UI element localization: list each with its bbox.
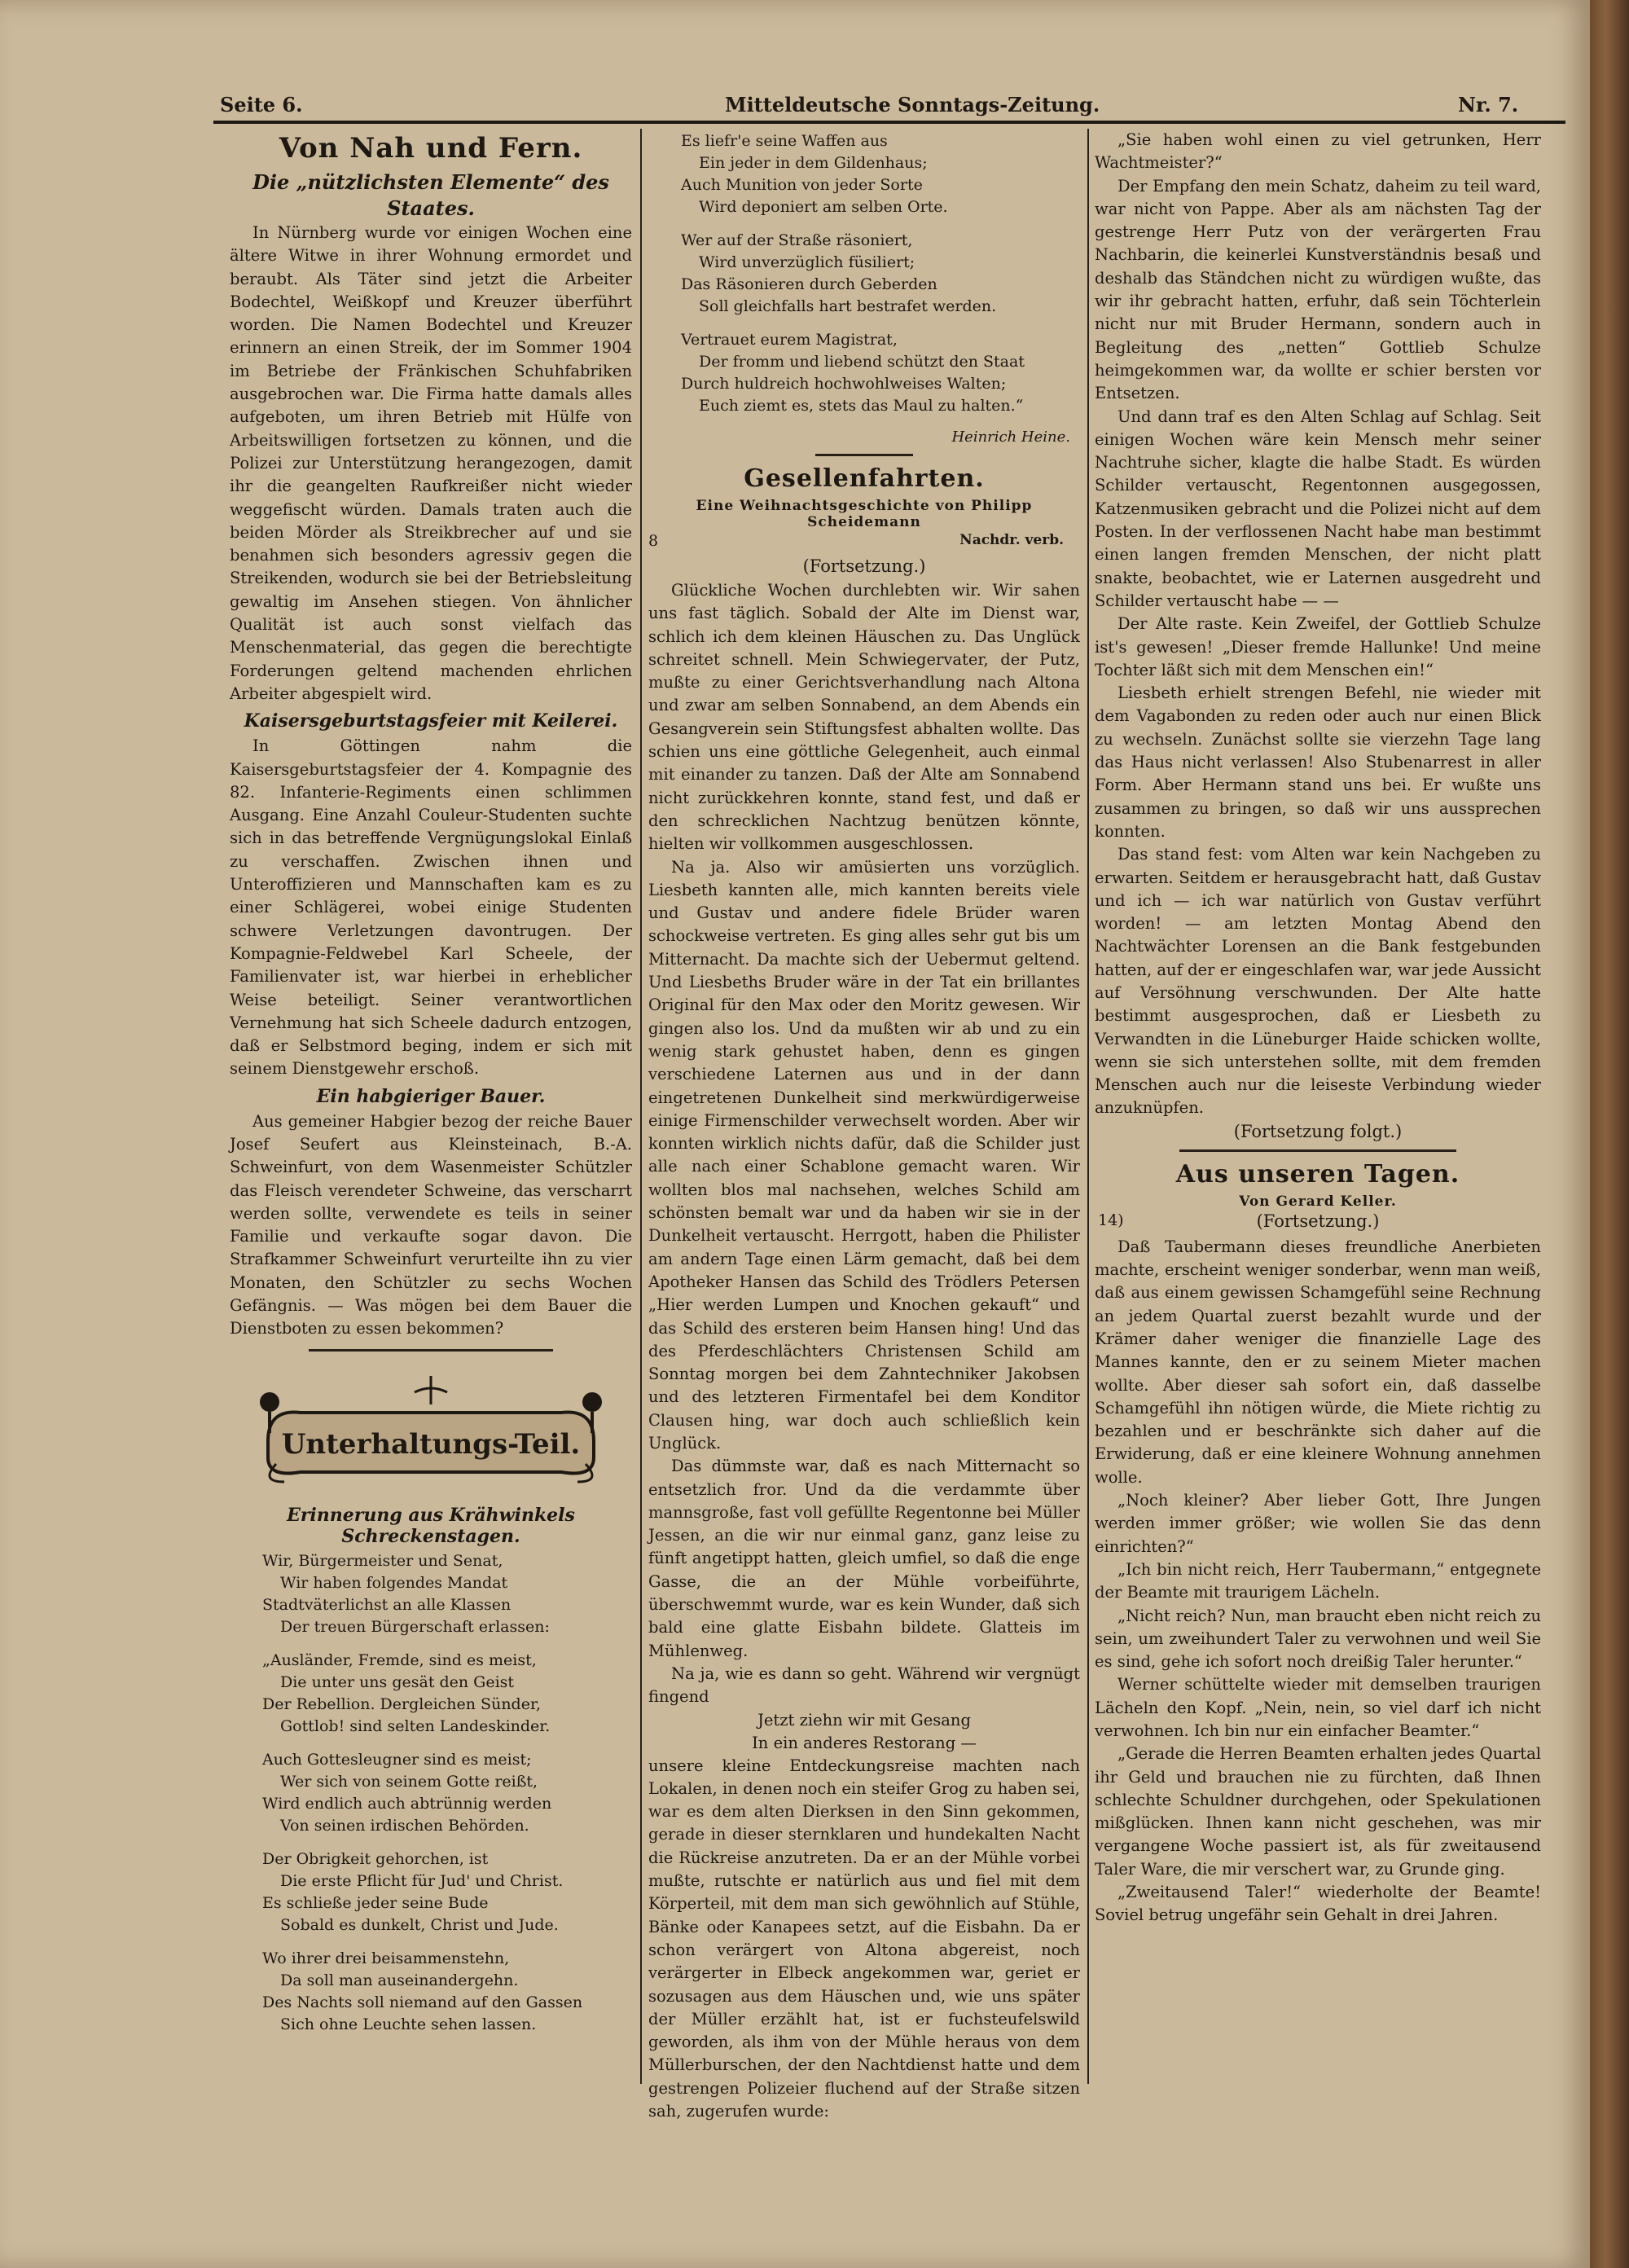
- song-line: Jetzt ziehn wir mit Gesang: [757, 1710, 971, 1730]
- to-be-continued: (Fortsetzung folgt.): [1233, 1121, 1403, 1141]
- poem-line: Der fromm und liebend schützt den Staat: [699, 353, 1025, 371]
- article-paragraph: Aus gemeiner Habgier bezog der reiche Bauer Josef Seufert aus Kleinsteinach, B.-A. Schweinfurt, von dem Wasenmeister Schützler das Fleisch verendeter Schweine, das verscharrt werden sollte, verwendete es teils in seiner Familie und verkaufte sogar davon. Die Strafkammer Schweinfurt verurteilte ihn zu vier Monaten, den Schützler zu sechs Wochen Gefängnis. — Was mögen bei dem Bauer die Dienstboten zu essen bekommen?: [230, 1111, 632, 1338]
- story-paragraph: Der Alte raste. Kein Zweifel, der Gottlieb Schulze ist's gewesen! „Dieser fremde Hallunke! Und meine Tochter läßt sich mit dem Menschen ein!“: [1095, 614, 1541, 679]
- divider: [1179, 1149, 1456, 1152]
- poem-line: Soll gleichfalls hart bestrafet werden.: [699, 297, 997, 315]
- poem-continued: [648, 130, 1080, 417]
- column-3: [1095, 129, 1541, 2084]
- poem-line: Die erste Pflicht für Jud' und Christ.: [280, 1871, 564, 1890]
- newspaper-title: Mitteldeutsche Sonntags-Zeitung.: [725, 93, 1100, 116]
- poem-line: Da soll man auseinandergehn.: [280, 1971, 519, 1989]
- page-number: Seite 6.: [220, 93, 303, 116]
- story-paragraph: „Sie haben wohl einen zu viel getrunken, Herr Wachtmeister?“: [1095, 130, 1541, 173]
- poem-line: Es liefr'e seine Waffen aus: [681, 132, 888, 150]
- entertainment-banner: [252, 1368, 610, 1490]
- poem-line: Vertrauet eurem Magistrat,: [681, 331, 898, 349]
- story-paragraph: „Noch kleiner? Aber lieber Gott, Ihre Jungen werden immer größer; wie wollen Sie das denn einrichten?“: [1095, 1491, 1541, 1556]
- poem-line: Ein jeder in dem Gildenhaus;: [699, 154, 928, 172]
- poem-line: Die unter uns gesät den Geist: [280, 1672, 515, 1691]
- story-paragraph: Das dümmste war, daß es nach Mitternacht so entsetzlich fror. Und da die verdammte über mannsgroße, fast voll gefüllte Regentonne bei Müller Jessen, an die wir nur einmal ganz, ganz leise zu fünft angetippt hatten, gleich umfiel, so daß die enge Gasse, die an der Mühle vorbeiführte, überschwemmt wurde, war es kein Wunder, daß sich bald eine glatte Eisbahn bildete. Glatteis im Mühlenweg.: [648, 1457, 1080, 1660]
- poem-line: Es schließe jeder seine Bude: [262, 1893, 489, 1912]
- article-title: Die „nützlichsten Elemente“ des Staates.: [252, 170, 609, 220]
- poem-line: Stadtväterlichst an alle Klassen: [262, 1595, 512, 1614]
- poem-line: Sich ohne Leuchte sehen lassen.: [280, 2015, 537, 2033]
- story-paragraph: Daß Taubermann dieses freundliche Anerbieten machte, erscheint weniger sonderbar, wenn man weiß, daß aus einem gewissen Schamgefühl seine Rechnung an jedem Quartal zuerst bezahlt wurde und der Krämer daher weniger die finanzielle Lage des Mannes kannte, den er zu seinem Mieter machen wollte. Aber dieser sah sofort ein, daß dasselbe Schamgefühl ihn nötigen würde, die Miete richtig zu bezahlen und er beschränkte sich daher auf die Erwiderung, daß er eine kleinere Wohnung annehmen wolle.: [1095, 1237, 1541, 1487]
- divider: [815, 454, 913, 456]
- divider: [309, 1349, 553, 1352]
- article-title: Ein habgieriger Bauer.: [316, 1085, 546, 1107]
- poem-line: Wird endlich auch abtrünnig werden: [262, 1794, 552, 1813]
- poem-line: „Ausländer, Fremde, sind es meist,: [262, 1650, 537, 1669]
- header-rule: [213, 121, 1565, 124]
- poem-line: Wir, Bürgermeister und Senat,: [262, 1551, 503, 1570]
- article-title: Kaisersgeburtstagsfeier mit Keilerei.: [244, 710, 618, 732]
- poem-line: Wird unverzüglich füsiliert;: [699, 253, 915, 271]
- poem-line: Gottlob! sind selten Landeskinder.: [280, 1716, 551, 1735]
- banner-title: Unterhaltungs-Teil.: [281, 1427, 581, 1461]
- column-rule-2: [1087, 129, 1089, 2084]
- section-title: Von Nah und Fern.: [279, 132, 583, 165]
- poem-line: Wir haben folgendes Mandat: [280, 1573, 508, 1592]
- poem-author: Heinrich Heine.: [951, 429, 1070, 446]
- story-title: Gesellenfahrten.: [744, 464, 985, 493]
- song-line: In ein anderes Restorang —: [752, 1733, 977, 1752]
- story-paragraph: „Zweitausend Taler!“ wiederholte der Beamte! Soviel betrug ungefähr sein Gehalt in drei Jahren.: [1095, 1883, 1541, 1925]
- banner-ornament-icon: [252, 1368, 610, 1490]
- poem-stanza: [262, 1848, 632, 1936]
- article-paragraph: In Göttingen nahm die Kaisersgeburtstagsfeier der 4. Kompagnie des 82. Infanterie-Regiments einen schlimmen Ausgang. Eine Anzahl Couleur-Studenten suchte sich in das betreffende Vergnügungslokal Einlaß zu verschaffen. Zwischen ihnen und Unteroffizieren und Mannschaften kam es zu einer Schlägerei, wobei einige Studenten schwere Verletzungen davontrugen. Der Kompagnie-Feldwebel Karl Scheele, der Familienvater ist, war hierbei in erheblicher Weise beteiligt. Seiner verantwortlichen Vernehmung hat sich Scheele dadurch entzogen, daß er Selbstmord beging, indem er sich mit seinem Dienstgewehr erschoß.: [230, 736, 632, 1079]
- story-title: Aus unseren Tagen.: [1175, 1159, 1460, 1189]
- poem-stanza: [681, 230, 1080, 318]
- poem-line: Des Nachts soll niemand auf den Gassen: [262, 1993, 583, 2011]
- story-paragraph: „Gerade die Herren Beamten erhalten jedes Quartal ihr Geld und brauchen nie zu fürchten, daß Ihnen schlechte Schuldner durchgehen, oder Spekulationen mißglücken. Ihnen kann nicht geschehen, was mir vergangene Woche passiert ist, als für zweitausend Taler Ware, die mir verschert war, zu Grunde ging.: [1095, 1744, 1541, 1879]
- poem-line: Wer auf der Straße räsoniert,: [681, 231, 913, 249]
- poem-line: Der treuen Bürgerschaft erlassen:: [280, 1617, 550, 1636]
- poem-line: Wer sich von seinem Gotte reißt,: [280, 1772, 538, 1791]
- column-rule-1: [640, 129, 642, 2084]
- poem-line: Das Räsonieren durch Geberden: [681, 275, 937, 293]
- poem-line: Der Rebellion. Dergleichen Sünder,: [262, 1694, 541, 1713]
- poem-line: Durch huldreich hochwohlweises Walten;: [681, 375, 1007, 393]
- story-paragraph: Liesbeth erhielt strengen Befehl, nie wieder mit dem Vagabonden zu reden oder auch nur einen Blick zu wechseln. Zunächst sollte sie vierzehn Tage lang das Haus nicht verlassen! Also Stubenarrest in aller Form. Aber Hermann stand uns bei. Er wußte uns zusammen zu bringen, so daß wir uns aussprechen konnten.: [1095, 683, 1541, 841]
- article-paragraph: In Nürnberg wurde vor einigen Wochen eine ältere Witwe in ihrer Wohnung ermordet und beraubt. Als Täter sind jetzt die Arbeiter Bodechtel, Weißkopf und Kreuzer überführt worden. Die Namen Bodechtel und Kreuzer erinnern an einen Streik, der im Sommer 1904 im Betriebe der Fränkischen Schuhfabriken ausgebrochen war. Die Firma hatte damals alles aufgeboten, um ihren Betrieb mit Hülfe von Arbeitswilligen fortsetzen zu können, und die Polizei zur Unterstützung herangezogen, damit ihr die geangelten Raufkreißer nicht wieder weggefischt würden. Damals traten auch die beiden Mörder als Streikbrecher auf und sie benahmen sich besonders agressiv gegen die Streikenden, wodurch sie bei der Betriebsleitung gewaltig im Ansehen stiegen. Von ähnlicher Qualität ist auch sonst vielfach das Menschenmaterial, das gegen die berechtigte Forderungen geltend machenden ehrlichen Arbeiter abgespielt wird.: [230, 223, 632, 703]
- poem-line: Euch ziemt es, stets das Maul zu halten.“: [699, 397, 1024, 415]
- poem-line: Der Obrigkeit gehorchen, ist: [262, 1849, 489, 1868]
- poem-line: Wird deponiert am selben Orte.: [699, 198, 948, 216]
- poem-line: Von seinen irdischen Behörden.: [280, 1816, 529, 1835]
- poem-stanza: [681, 130, 1080, 218]
- story-paragraph: Werner schüttelte wieder mit demselben traurigen Lächeln den Kopf. „Nein, nein, so viel darf ich nicht verwohnen. Ich bin nur ein einfacher Beamter.“: [1095, 1675, 1541, 1740]
- story-paragraph: Das stand fest: vom Alten war kein Nachgeben zu erwarten. Seitdem er herausgebracht hatt, daß Gustav und ich — ich war natürlich von Gustav verführt worden! — am letzten Montag Abend den Nachtwächter Lorensen an die Bank festgebunden hatten, auf der er eingeschlafen war, war jede Aussicht auf Versöhnung verschwunden. Der Alte hatte bestimmt ausgesprochen, daß er Liesbeth zu Verwandten in die Lüneburger Haide schicken wollte, wenn sie sich unterstehen sollte, mit dem fremden Menschen auch nur die leiseste Verbindung wieder anzuknüpfen.: [1095, 845, 1541, 1118]
- continuation-label: (Fortsetzung.): [802, 556, 926, 576]
- poem-line: Sobald es dunkelt, Christ und Jude.: [280, 1915, 559, 1934]
- story-paragraph: Na ja. Also wir amüsierten uns vorzüglich. Liesbeth kannten alle, mich kannten bereits viele und Gustav und andere fidele Brüder waren schockweise vertreten. Es ging alles sehr gut bis um Mitternacht. Da machte sich der Uebermut geltend. Und Liesbeths Bruder wäre in der Tat ein brillantes Original für den Max oder den Moritz gewesen. Wir gingen also los. Und da mußten wir ab und zu ein wenig stark gehustet haben, denn es gingen verschiedene Laternen aus und in der dann eingetretenen Dunkelheit sind merkwürdigerweise einige Firmenschilder verwechselt worden. Aber wir konnten wirklich nichts dafür, daß die Schilder just alle nach einer Schablone gemacht waren. Wir wollten blos mal nachsehen, welches Schild am schönsten bemalt war und da haben wir sie in der Dunkelheit vertauscht. Herrgott, haben die Philister am andern Tage einen Lärm gemacht, daß bei dem Apotheker Hansen das Schild des Trödlers Petersen „Hier werden Lumpen und Knochen gekauft“ und das Schild des ersteren beim Hansen hing! Und das des Pferdeschlächters Christensen Schild am Sonntag morgen bei dem Zahntechniker Jakobsen und des letzteren Firmentafel bei dem Konditor Clausen hing, war doch auch schließlich kein Unglück.: [648, 857, 1080, 1453]
- story-paragraph: Der Empfang den mein Schatz, daheim zu teil ward, war nicht von Pappe. Aber als am nächsten Tag der gestrenge Herr Putz von der verärgerten Frau Nachbarin, die keinerlei Kunstverständnis besaß und deshalb das Ständchen nicht zu würdigen wußte, das wir ihr gebracht hatten, erfuhr, daß sein Töchterlein nicht nur mit Bruder Hermann, sondern auch in Begleitung des „netten“ Gottlieb Schulze heimgekommen war, da wollte er schier bersten vor Entsetzen.: [1095, 176, 1541, 403]
- rights-notice: Nachdr. verb.: [959, 532, 1064, 548]
- issue-number: Nr. 7.: [1458, 93, 1519, 116]
- story-paragraph: Glückliche Wochen durchlebten wir. Wir sahen uns fast täglich. Sobald der Alte im Dienst war, schlich ich dem kleinen Häuschen zu. Das Unglück schreitet schnell. Mein Schwiegervater, der Putz, mußte zu einer Gerichtsverhandlung nach Altona und zwar am selben Sonnabend, an dem Abends ein Gesangverein sein Stiftungsfest abhalten wollte. Das schien uns eine göttliche Gelegenheit, auch einmal mit einander zu tanzen. Daß der Alte am Sonnabend nicht zurückkehren konnte, stand fest, und daß er den schrecklichen Nachtzug benützen könnte, hielten wir vollkommen ausgeschlossen.: [648, 581, 1080, 854]
- poem-stanza: [681, 329, 1080, 417]
- story-paragraph: Na ja, wie es dann so geht. Während wir vergnügt fingend: [648, 1664, 1080, 1707]
- story-author: Von Gerard Keller.: [1239, 1193, 1397, 1210]
- poem-stanza: [262, 1749, 632, 1837]
- column-2: [648, 129, 1080, 2121]
- poem-stanza: [262, 1948, 632, 2036]
- poem-line: Wo ihrer drei beisammenstehn,: [262, 1949, 510, 1967]
- continuation-label: (Fortsetzung.): [1256, 1211, 1380, 1231]
- column-1: [230, 129, 632, 2084]
- book-binding: [1590, 0, 1629, 2268]
- story-paragraph: unsere kleine Entdeckungsreise machten nach Lokalen, in denen noch ein steifer Grog zu haben sei, war es dem alten Dierksen in den Sinn gekommen, gerade in dieser sternklaren und hundekalten Nacht die Rückreise anzutreten. Da er an der Mühle vorbei mußte, rutschte er natürlich aus und fiel mit dem Körperteil, mit dem man sich gewöhnlich auf Stühle, Bänke oder Kanapees setzt, auf die Eisbahn. Da er schon verärgert von Altona abgereist, noch verärgerter in Elbeck angekommen war, geriet er sozusagen aus dem Häuschen und, wie uns später der Müller erzählt hat, ist er fuchsteufelswild geworden, als ihm von der Mühle heraus von dem Müllerburschen, der den Nachtdienst hatte und dem gestrengen Polizeier fluchend auf der Straße sitzen sah, zugerufen wurde:: [648, 1756, 1080, 2121]
- poem-line: Auch Munition von jeder Sorte: [681, 176, 923, 194]
- installment-number: 8: [648, 532, 659, 550]
- story-subtitle: Eine Weihnachtsgeschichte von Philipp Scheidemann: [696, 498, 1033, 530]
- poem-stanza: [262, 1650, 632, 1738]
- story-paragraph: Und dann traf es den Alten Schlag auf Schlag. Seit einigen Wochen wäre kein Mensch mehr seiner Nachtruhe sicher, klagte die halbe Stadt. Es würden Schilder vertauscht, Regentonnen ausgegossen, Katzenmusiken gebracht und die Polizei nicht auf dem Posten. In der verflossenen Nacht habe man bestimmt einen langen fremden Menschen, der nicht platt snakte, beobachtet, wie er Laternen ausgedreht und Schilder vertauscht habe — —: [1095, 407, 1541, 610]
- poem-stanza: [262, 1550, 632, 1638]
- poem-title: Erinnerung aus Krähwinkels Schreckenstagen.: [287, 1504, 575, 1547]
- poem-line: Auch Gottesleugner sind es meist;: [262, 1750, 532, 1769]
- story-paragraph: „Ich bin nicht reich, Herr Taubermann,“ entgegnete der Beamte mit traurigem Lächeln.: [1095, 1559, 1541, 1602]
- story-paragraph: „Nicht reich? Nun, man braucht eben nicht reich zu sein, um zweihundert Taler zu verwohnen und weil Sie es sind, gehe ich sofort noch dreißig Taler herunter.“: [1095, 1606, 1541, 1672]
- installment-number: 14): [1098, 1211, 1124, 1229]
- poem: [230, 1550, 632, 2036]
